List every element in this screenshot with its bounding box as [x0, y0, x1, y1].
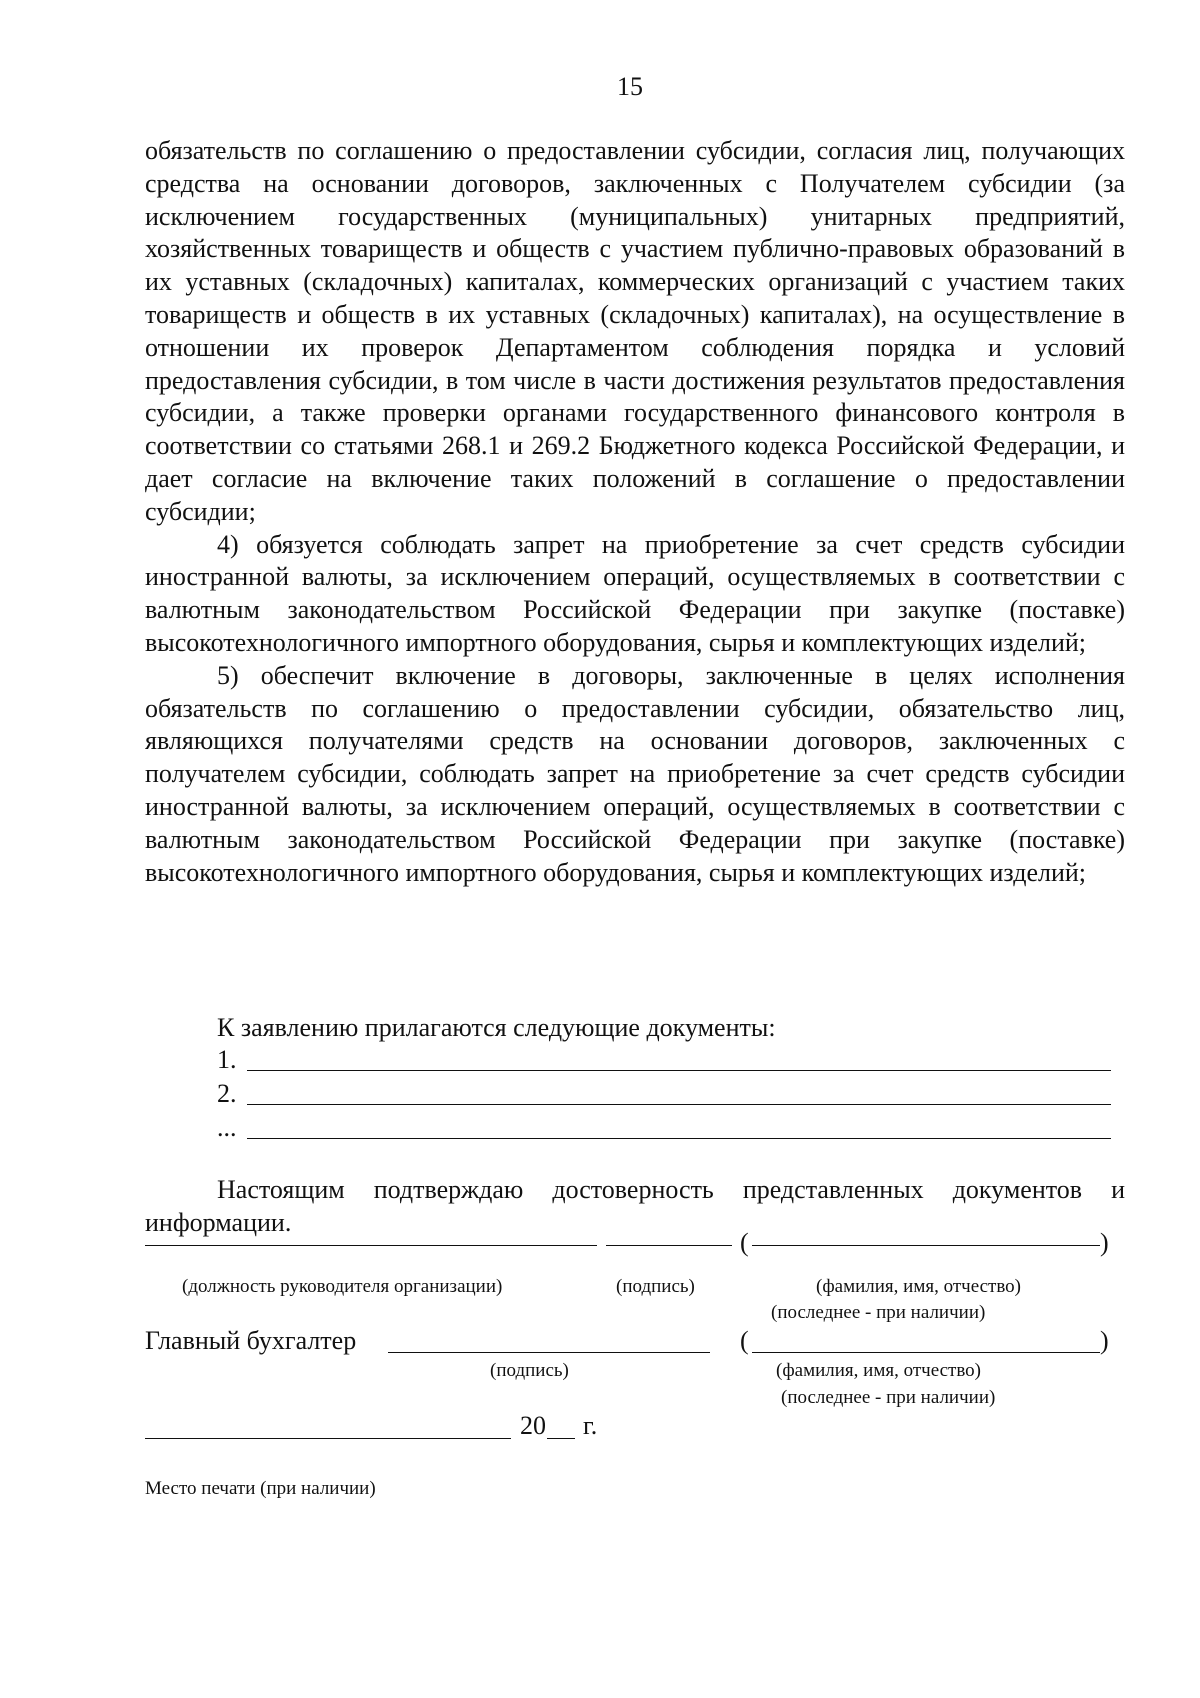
attachment-line-2 [145, 1078, 1125, 1112]
attachment-line-more [145, 1112, 1125, 1146]
accountant-signature-line [388, 1352, 710, 1353]
confirmation-text: Настоящим подтверждаю достоверность представленных документов и информации. [145, 1175, 1125, 1237]
attachments-block [145, 1012, 1125, 1146]
position-line [145, 1245, 597, 1246]
open-paren: ( [740, 1326, 749, 1355]
stamp-note: Место печати (при наличии) [145, 1478, 376, 1499]
name-caption-note: (последнее - при наличии) [771, 1302, 986, 1323]
attachment-number: 2. [217, 1079, 237, 1108]
signature-line [606, 1245, 732, 1246]
page-number: 15 [617, 72, 643, 101]
name-line [752, 1245, 1100, 1246]
paragraph-item-4: 4) обязуется соблюдать запрет на приобретение за счет средств субсидии иностранной валюты, за исключением операций, осуществляемых в соответствии с валютным законодательством Российской Федерации при закупке (поставке) высокотехнологичного импортного оборудования, сырья и комплектующих изделий; [145, 529, 1125, 657]
accountant-name-line [752, 1352, 1100, 1353]
paragraph-item-5: 5) обеспечит включение в договоры, заключенные в целях исполнения обязательств по соглашению о предоставлении субсидии, обязательство лиц, являющихся получателями средств на основании договоров, заключенных с получателем субсидии, соблюдать запрет на приобретение за счет средств субсидии иностранной валюты, за исключением операций, осуществляемых в соответствии с валютным законодательством Российской Федерации при закупке (поставке) высокотехнологичного импортного оборудования, сырья и комплектующих изделий; [145, 660, 1125, 887]
attachment-line-1 [145, 1044, 1125, 1078]
year-blank [547, 1438, 575, 1439]
body-text [145, 135, 1125, 889]
accountant-name-caption: (фамилия, имя, отчество) [776, 1360, 982, 1381]
accountant-signature-caption: (подпись) [490, 1360, 569, 1381]
attachment-number: 1. [217, 1045, 237, 1074]
position-caption: (должность руководителя организации) [182, 1276, 503, 1297]
attachment-number: ... [217, 1113, 237, 1142]
blank-line [247, 1070, 1111, 1071]
open-paren: ( [740, 1228, 749, 1257]
close-paren: ) [1100, 1228, 1109, 1257]
attachments-title: К заявлению прилагаются следующие документы: [217, 1013, 776, 1042]
blank-line [247, 1138, 1111, 1139]
year-prefix: 20 [520, 1411, 546, 1440]
accountant-name-note: (последнее - при наличии) [781, 1387, 996, 1408]
chief-accountant-label: Главный бухгалтер [145, 1326, 357, 1355]
blank-line [247, 1104, 1111, 1105]
date-line [145, 1438, 511, 1439]
name-caption: (фамилия, имя, отчество) [816, 1276, 1022, 1297]
paragraph-obligations: обязательств по соглашению о предоставлении субсидии, согласия лиц, получающих средства на основании договоров, заключенных с Получателем субсидии (за исключением государственных (муниципальных) унитарных предприятий, хозяйственных товариществ и обществ с участием публично-правовых образований в их уставных (складочных) капиталах, коммерческих организаций с участием таких товариществ и обществ в их уставных (складочных) капиталах), на осуществление в отношении их проверок Департаментом соблюдения порядка и условий предоставления субсидии, в том числе в части достижения результатов предоставления субсидии, а также проверки органами государственного финансового контроля в соответствии со статьями 268.1 и 269.2 Бюджетного кодекса Российской Федерации, и дает согласие на включение таких положений в соглашение о предоставлении субсидии; [145, 136, 1125, 526]
year-suffix: г. [583, 1411, 598, 1440]
signature-caption: (подпись) [616, 1276, 695, 1297]
close-paren: ) [1100, 1326, 1109, 1355]
